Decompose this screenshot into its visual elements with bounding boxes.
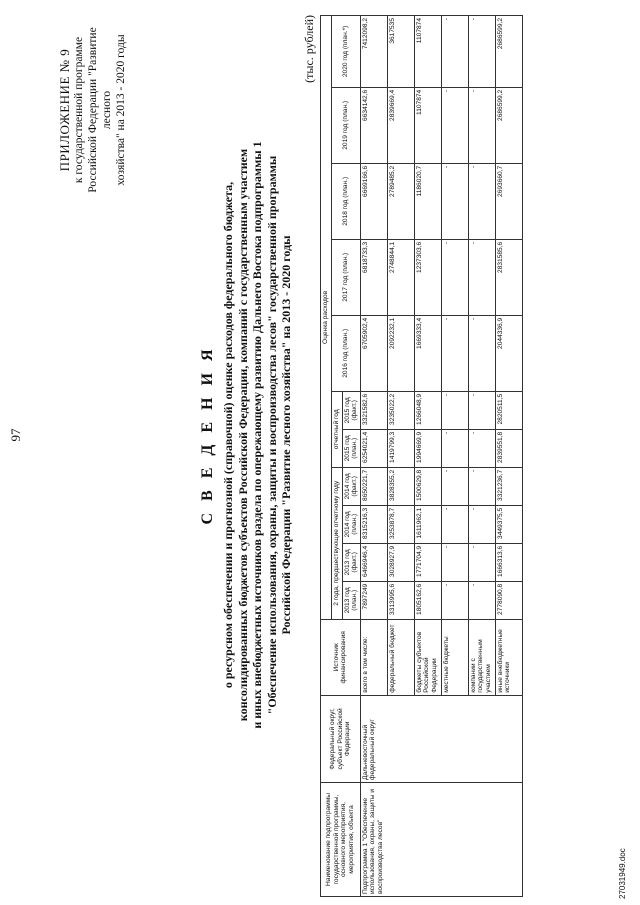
header-2014-fact: 2014 год (факт.) <box>342 467 360 505</box>
appendix-title: ПРИЛОЖЕНИЕ № 9 <box>57 48 72 172</box>
value-cell: 2748844,1 <box>387 239 414 315</box>
value-cell: - <box>468 16 495 88</box>
appendix-line-1: к государственной программе <box>73 36 85 184</box>
value-cell: 1107874 <box>414 87 441 163</box>
program-name-cell: Подпрограмма 1 "Обеспечение использования, охраны, защиты и воспроизводства лесов" <box>360 782 522 896</box>
expenditure-table <box>320 15 523 897</box>
value-cell: - <box>468 87 495 163</box>
heading-line-1: о ресурсном обеспечении и прогнозной (справочной) оценке расходов федерального бюджета, <box>221 181 235 689</box>
heading-line-5: Российской Федерации "Развитие лесного хозяйства" на 2013 - 2020 годы <box>279 235 293 635</box>
value-cell: 2044336,9 <box>495 315 522 391</box>
value-cell: 1266048,9 <box>414 391 441 429</box>
value-cell: - <box>441 391 468 429</box>
value-cell: - <box>468 467 495 505</box>
value-cell: - <box>441 467 468 505</box>
value-cell: - <box>468 543 495 581</box>
value-cell: - <box>441 315 468 391</box>
header-2014-plan: 2014 год (план.) <box>342 505 360 543</box>
header-2015-fact: 2015 год (факт.) <box>342 391 360 429</box>
value-cell: 1805162,6 <box>414 581 441 619</box>
value-cell: 6705902,4 <box>360 315 387 391</box>
value-cell: 2686599,2 <box>495 16 522 88</box>
appendix-line-2: Российской Федерации "Развитие лесного <box>87 27 113 193</box>
header-2020: 2020 год (план.*) <box>332 16 361 88</box>
value-cell: 6634142,6 <box>360 87 387 163</box>
header-2013-plan: 2013 год (план.) <box>342 581 360 619</box>
value-cell: 2820511,5 <box>495 391 522 429</box>
document-code: 27031949.doc <box>618 848 627 899</box>
value-cell: 1669333,4 <box>414 315 441 391</box>
value-cell: - <box>468 315 495 391</box>
value-cell: 7897249 <box>360 581 387 619</box>
value-cell: 1500629,8 <box>414 467 441 505</box>
header-prev-years: 2 года, предшествующие отчетному году <box>332 467 343 619</box>
table-row <box>360 16 387 897</box>
header-2017: 2017 год (план.) <box>332 239 361 315</box>
header-2018: 2018 год (план.) <box>332 163 361 239</box>
heading-line-3: и иных внебюджетных источников раздела по опережающему развитию Дальнего Востока подпрограммы 1 <box>250 141 264 729</box>
header-2013-fact: 2013 год (факт.) <box>342 543 360 581</box>
value-cell: 2839669,4 <box>387 87 414 163</box>
value-cell: 3253878,7 <box>387 505 414 543</box>
value-cell: - <box>468 505 495 543</box>
source-cell: всего в том числе: <box>360 619 387 695</box>
value-cell: 3235022,2 <box>387 391 414 429</box>
value-cell: 2092232,1 <box>387 315 414 391</box>
value-cell: - <box>468 163 495 239</box>
heading-line-4: "Обеспечение использования, охраны, защиты и воспроизводства лесов" государственной программы <box>264 155 279 715</box>
value-cell: 3828355,2 <box>387 467 414 505</box>
header-estimate: Оценка расходов <box>321 16 332 620</box>
value-cell: - <box>441 163 468 239</box>
value-cell: 7412098,2 <box>360 16 387 88</box>
header-source: Источник финансирования <box>321 619 361 695</box>
value-cell: 2693660,7 <box>495 163 522 239</box>
value-cell: 2831585,6 <box>495 239 522 315</box>
heading-word: С В Е Д Е Н И Я <box>199 345 216 525</box>
heading-line-2: консолидированных бюджетов субъектов Российской Федерации, компаний с государственным участием <box>235 148 250 722</box>
header-report-year: отчетный год <box>332 391 343 467</box>
appendix-block <box>58 10 128 210</box>
value-cell: 1237303,6 <box>414 239 441 315</box>
header-region: Федеральный округ, субъект Российской Федерации <box>321 695 361 782</box>
value-cell: 3313995,6 <box>387 581 414 619</box>
value-cell: 3617535 <box>387 16 414 88</box>
value-cell: - <box>441 87 468 163</box>
value-cell: - <box>468 429 495 467</box>
value-cell: - <box>468 581 495 619</box>
value-cell: - <box>441 16 468 88</box>
value-cell: 6254021,4 <box>360 429 387 467</box>
value-cell: - <box>441 239 468 315</box>
region-cell: Дальневосточный федеральный округ <box>360 695 522 782</box>
value-cell: 3321582,6 <box>360 391 387 429</box>
value-cell: 8650221,7 <box>360 467 387 505</box>
source-cell: федеральный бюджет <box>387 619 414 695</box>
value-cell: 1994669,9 <box>414 429 441 467</box>
value-cell: - <box>441 505 468 543</box>
value-cell: - <box>441 543 468 581</box>
value-cell: 1771704,9 <box>414 543 441 581</box>
value-cell: 3028927,9 <box>387 543 414 581</box>
value-cell: - <box>468 239 495 315</box>
source-cell: бюджеты субъектов Российской Федерации <box>414 619 441 695</box>
header-2015-plan: 2015 год (план.) <box>342 429 360 467</box>
value-cell: 6818733,3 <box>360 239 387 315</box>
source-cell: местные бюджеты <box>441 619 468 695</box>
header-2019: 2019 год (план.) <box>332 87 361 163</box>
header-name: Наименование подпрограммы государственной программы, основного мероприятия, мероприятия, объекта <box>321 782 361 896</box>
header-2016: 2016 год (план.) <box>332 315 361 391</box>
value-cell: 1666313,6 <box>495 543 522 581</box>
value-cell: 2778090,8 <box>495 581 522 619</box>
value-cell: 3321236,7 <box>495 467 522 505</box>
value-cell: - <box>441 581 468 619</box>
value-cell: 1611962,1 <box>414 505 441 543</box>
value-cell: 2839551,8 <box>495 429 522 467</box>
units-label: (тыс. рублей) <box>302 15 316 83</box>
value-cell: 8315216,3 <box>360 505 387 543</box>
source-cell: компании с государственным участием <box>468 619 495 695</box>
value-cell: - <box>468 391 495 429</box>
value-cell: 1186020,7 <box>414 163 441 239</box>
value-cell: - <box>441 429 468 467</box>
value-cell: 2789485,2 <box>387 163 414 239</box>
value-cell: 1419799,3 <box>387 429 414 467</box>
page-number: 97 <box>8 428 23 442</box>
value-cell: 6669166,6 <box>360 163 387 239</box>
appendix-line-3: хозяйства" на 2013 - 2020 годы <box>115 34 127 186</box>
value-cell: 6466946,4 <box>360 543 387 581</box>
value-cell: 2686599,2 <box>495 87 522 163</box>
source-cell: иные внебюджетные источники <box>495 619 522 695</box>
document-heading <box>197 125 294 745</box>
value-cell: 1107874 <box>414 16 441 88</box>
value-cell: 3449375,5 <box>495 505 522 543</box>
